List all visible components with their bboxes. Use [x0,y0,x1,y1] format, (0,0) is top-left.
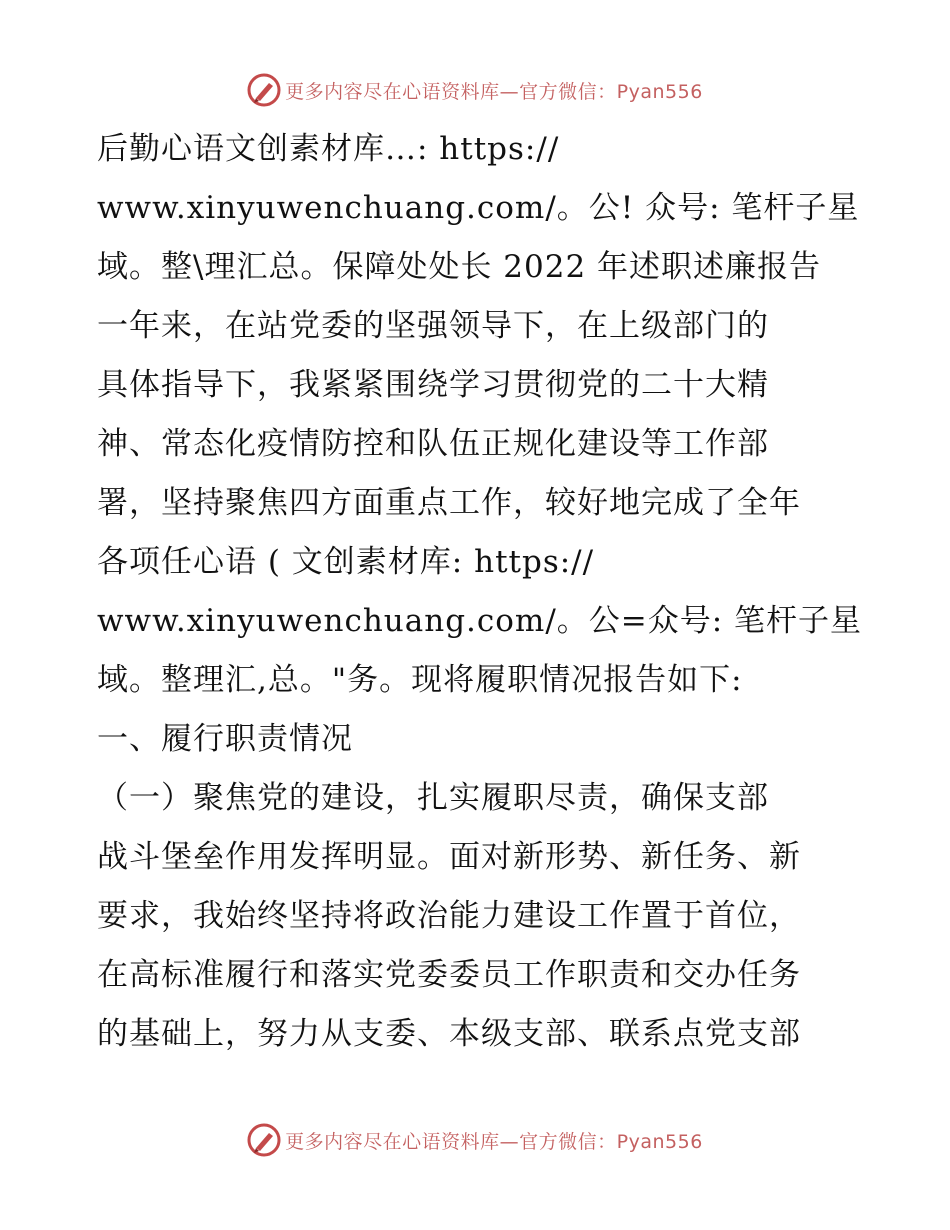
pen-logo-icon [247,73,281,107]
text-line: 在高标准履行和落实党委委员工作职责和交办任务 [97,957,801,993]
paragraph-section-1 [97,769,857,1064]
text-line: 战斗堡垒作用发挥明显。面对新形势、新任务、新 [97,839,801,875]
text-line: 各项任心语 ( 文创素材库: https:// [97,544,595,580]
heading-line: 一、履行职责情况 [97,721,353,757]
header-banner-text: 更多内容尽在心语资料库—官方微信：Pyan556 [285,80,703,103]
text-line: www.xinyuwenchuang.com/。公=众号: 笔杆子星 [97,603,863,639]
text-line: www.xinyuwenchuang.com/。公! 众号: 笔杆子星 [97,190,860,226]
text-line: 神、常态化疫情防控和队伍正规化建设等工作部 [97,426,769,462]
text-line: 要求，我始终坚持将政治能力建设工作置于首位， [97,898,801,934]
document-body [97,120,863,1064]
footer-banner [0,1120,950,1160]
text-line: 署，坚持聚焦四方面重点工作，较好地完成了全年 [97,485,801,521]
text-line: 域。整理汇,总。"务。现将履职情况报告如下: [97,662,743,698]
footer-banner-text: 更多内容尽在心语资料库—官方微信：Pyan556 [285,1130,703,1153]
section-heading [97,710,857,769]
text-line: 域。整\理汇总。保障处处长 2022 年述职述廉报告 [97,249,822,285]
paragraph-summary [97,297,863,710]
pen-logo-icon [247,1123,281,1157]
text-line: 的基础上，努力从支委、本级支部、联系点党支部 [97,1016,801,1052]
text-line: 具体指导下，我紧紧围绕学习贯彻党的二十大精 [97,367,769,403]
text-line: 后勤心语文创素材库…: https:// [97,131,560,167]
text-line: （一）聚焦党的建设，扎实履职尽责，确保支部 [97,780,769,816]
text-line: 一年来，在站党委的坚强领导下，在上级部门的 [97,308,769,344]
header-banner [0,70,950,110]
paragraph-intro [97,120,860,297]
